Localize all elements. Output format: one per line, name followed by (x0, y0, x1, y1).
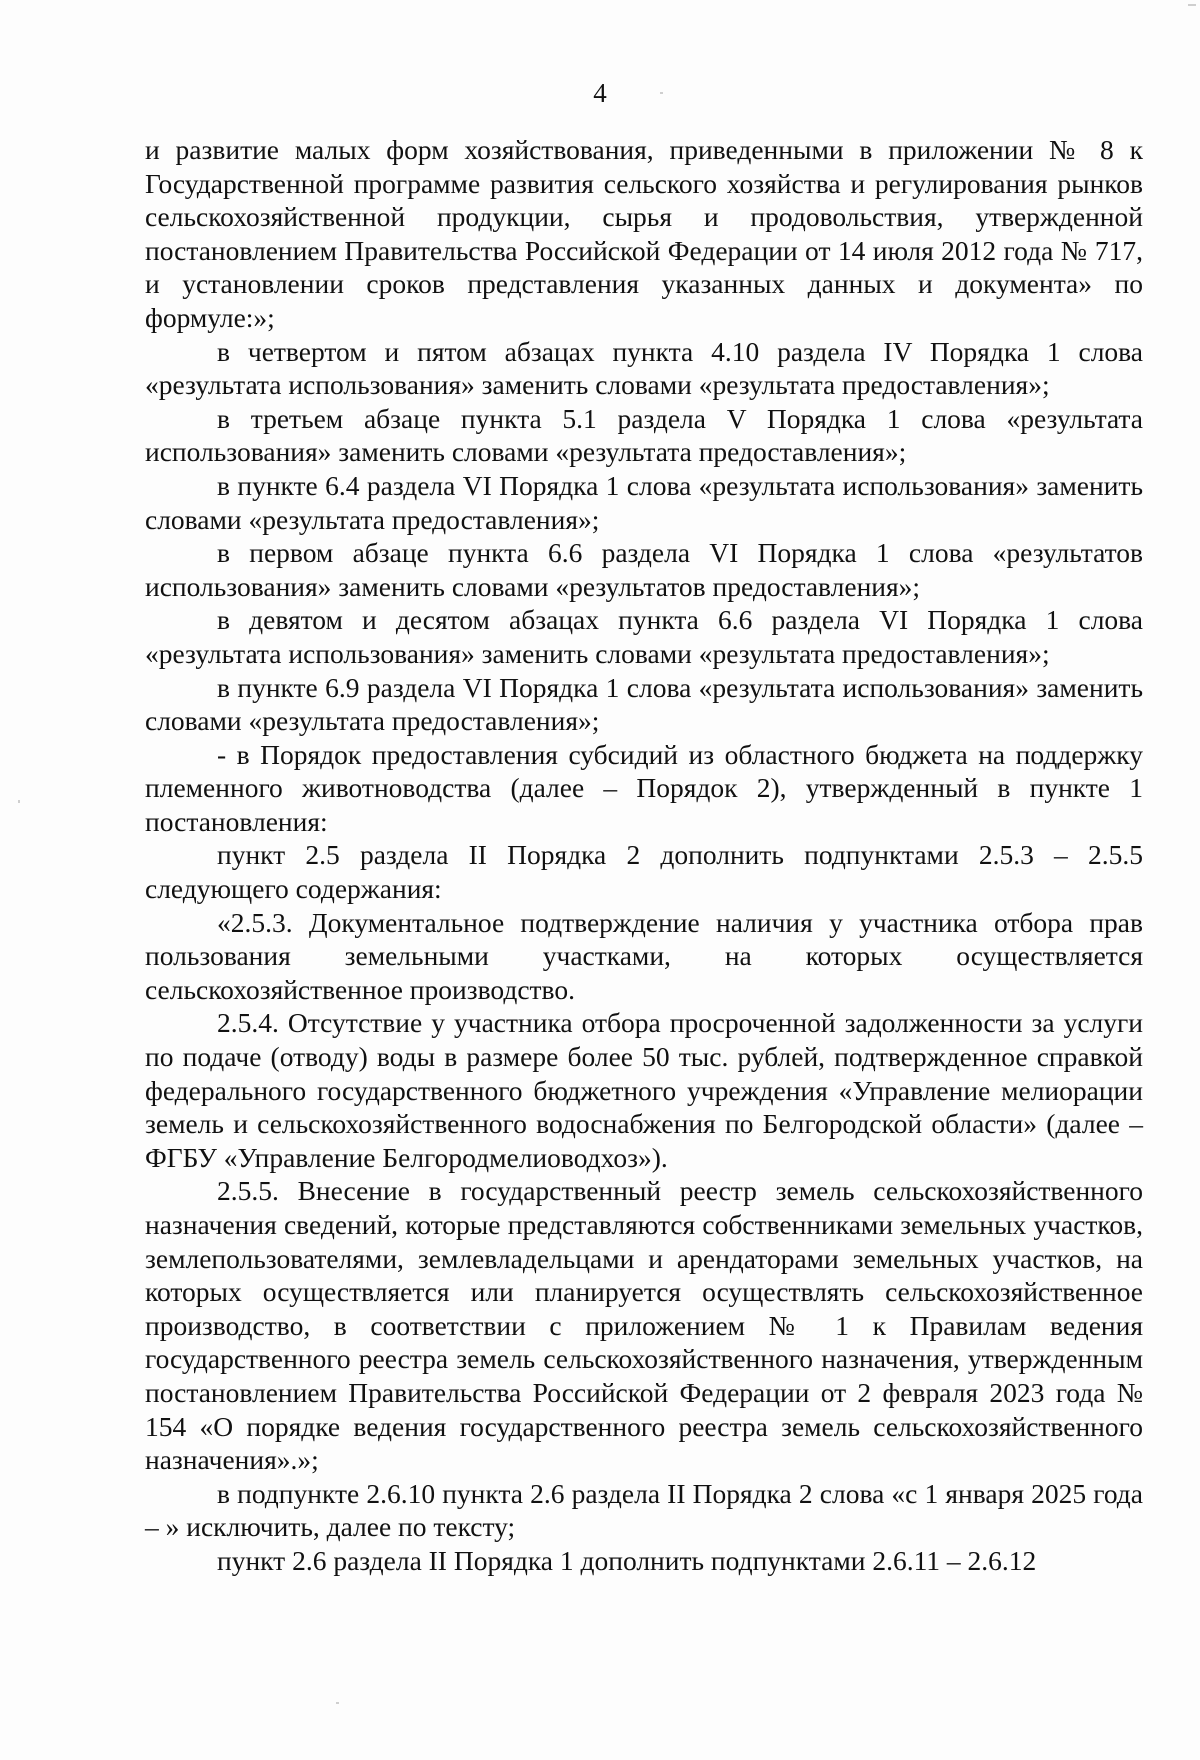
scan-speck (336, 1702, 339, 1704)
paragraph-amendment: в девятом и десятом абзацах пункта 6.6 раздела VI Порядка 1 слова «результата использования» заменить словами «результата предоставления»; (145, 604, 1143, 669)
paragraph-clause-2-5-3: «2.5.3. Документальное подтверждение наличия у участника отбора прав пользования земельными участками, на которых осуществляется сельскохозяйственное производство. (145, 906, 1143, 1005)
paragraph-clause-2-5-5: 2.5.5. Внесение в государственный реестр земель сельскохозяйственного назначения сведений, которые представляются собственниками земельных участков, землепользователями, землевладельцами и арендаторами земельных участков, на которых осуществляется или планируется осуществлять сельскохозяйственное производство, в соответствии с приложением № 1 к Правилам ведения государственного реестра земель сельскохозяйственного назначения, утвержденным постановлением Правительства Российской Федерации от 2 февраля 2023 года № 154 «О порядке ведения государственного реестра земель сельскохозяйственного назначения».»; (145, 1175, 1143, 1476)
paragraph-clause-2-5-4: 2.5.4. Отсутствие у участника отбора просроченной задолженности за услуги по подаче (отводу) воды в размере более 50 тыс. рублей, подтвержденное справкой федерального государственного бюджетного учреждения «Управление мелиорации земель и сельскохозяйственного водоснабжения по Белгородской области» (далее – ФГБУ «Управление Белгородмелиоводхоз»). (145, 1007, 1143, 1173)
paragraph-amendment: в подпункте 2.6.10 пункта 2.6 раздела II Порядка 2 слова «с 1 января 2025 года – » исключить, далее по тексту; (145, 1477, 1143, 1543)
document-body (145, 133, 1143, 1578)
paragraph-continuation: и развитие малых форм хозяйствования, приведенными в приложении № 8 к Государственной программе развития сельского хозяйства и регулирования рынков сельскохозяйственной продукции, сырья и продовольствия, утвержденной постановлением Правительства Российской Федерации от 14 июля 2012 года № 717, и установлении сроков представления указанных данных и документа» по формуле:»; (145, 134, 1143, 333)
page-number: 4 (593, 78, 607, 108)
paragraph-amendment: в пункте 6.9 раздела VI Порядка 1 слова «результата использования» заменить словами «результата предоставления»; (145, 671, 1143, 737)
paragraph-amendment: в третьем абзаце пункта 5.1 раздела V Порядка 1 слова «результата использования» заменить словами «результата предоставления»; (145, 402, 1143, 468)
scan-speck (1188, 4, 1196, 6)
scan-speck (660, 92, 663, 94)
scan-speck (18, 800, 20, 803)
paragraph-amendment: пункт 2.6 раздела II Порядка 1 дополнить подпунктами 2.6.11 – 2.6.12 (217, 1544, 1037, 1576)
paragraph-order-2-intro: - в Порядок предоставления субсидий из областного бюджета на поддержку племенного животноводства (далее – Порядок 2), утвержденный в пункте 1 постановления: (145, 738, 1143, 837)
paragraph-amendment: в четвертом и пятом абзацах пункта 4.10 раздела IV Порядка 1 слова «результата использования» заменить словами «результата предоставления»; (145, 335, 1143, 401)
paragraph-amendment: в пункте 6.4 раздела VI Порядка 1 слова «результата использования» заменить словами «результата предоставления»; (145, 469, 1143, 535)
paragraph-amendment: пункт 2.5 раздела II Порядка 2 дополнить подпунктами 2.5.3 – 2.5.5 следующего содержания: (145, 839, 1143, 905)
paragraph-amendment: в первом абзаце пункта 6.6 раздела VI Порядка 1 слова «результатов использования» заменить словами «результатов предоставления»; (145, 537, 1143, 602)
